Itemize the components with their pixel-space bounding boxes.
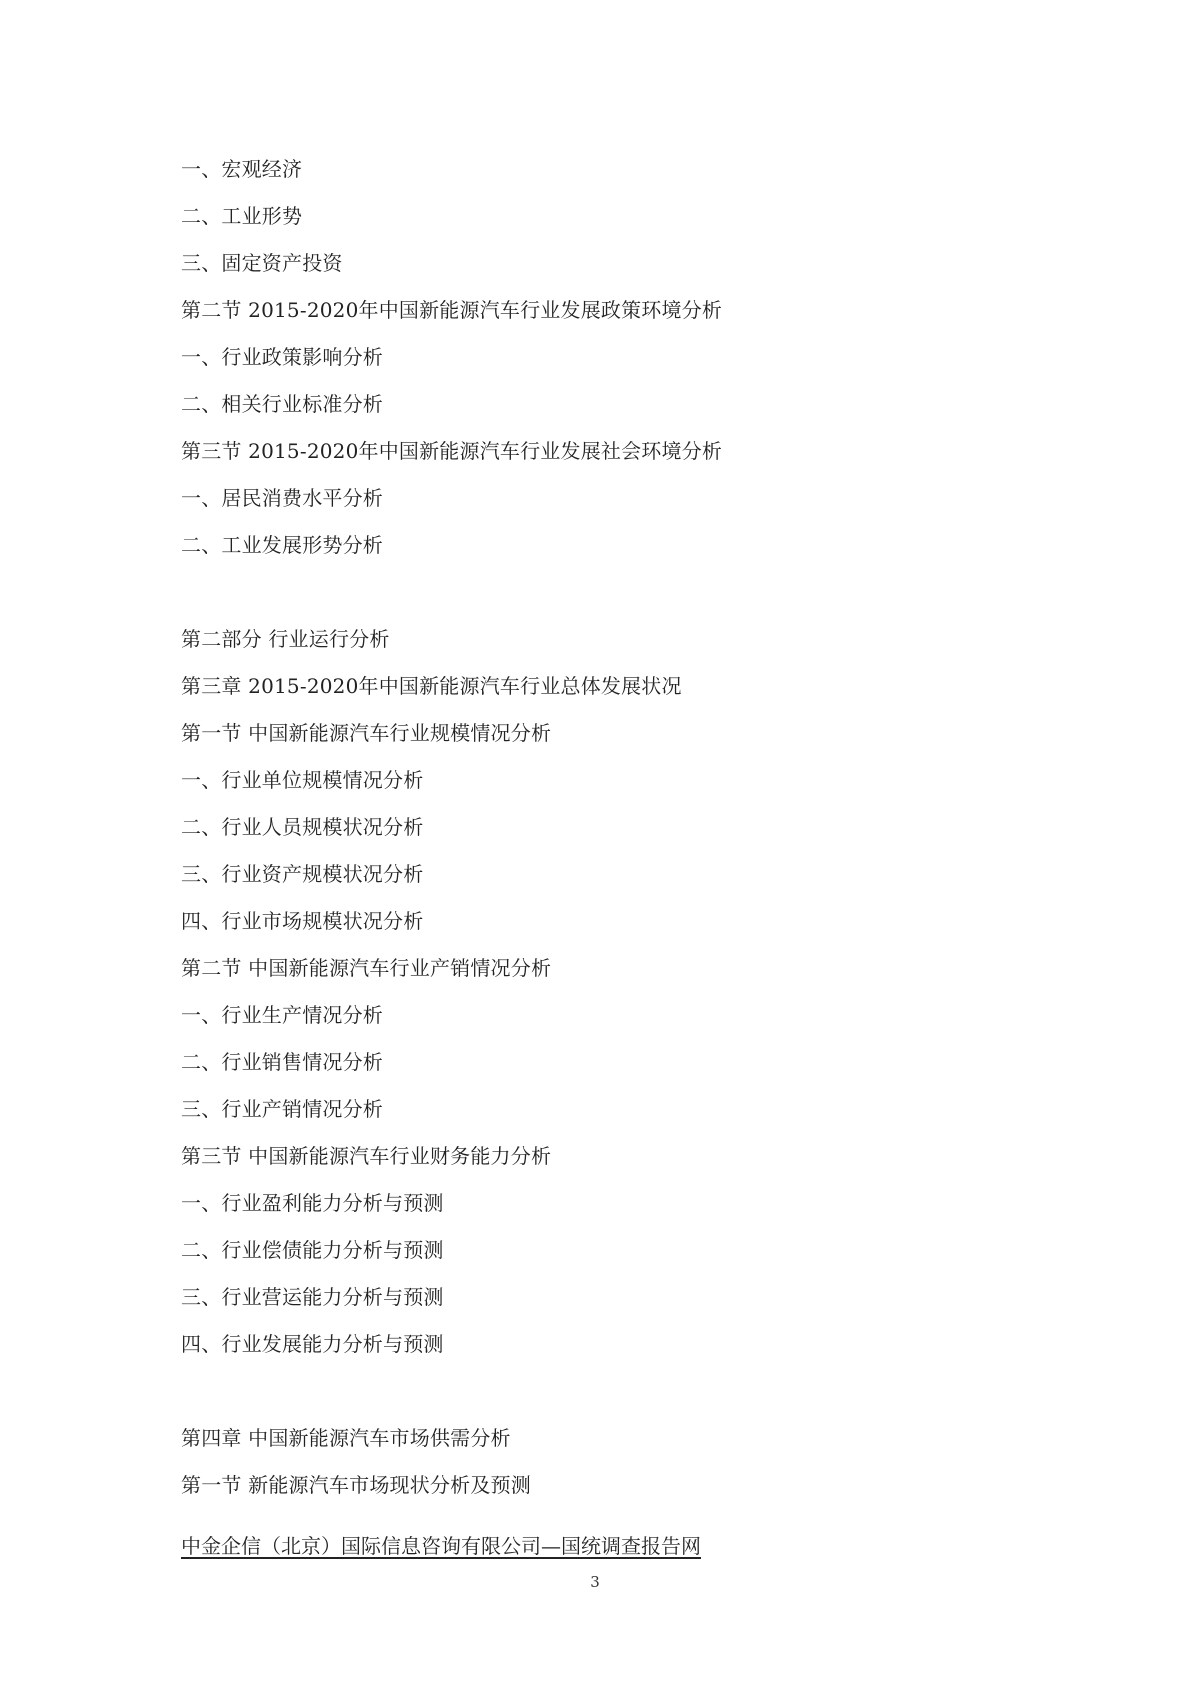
toc-item: 四、行业发展能力分析与预测	[181, 1332, 444, 1356]
toc-item: 二、工业形势	[181, 204, 303, 228]
toc-item: 三、行业资产规模状况分析	[181, 862, 424, 886]
toc-item: 三、行业产销情况分析	[181, 1097, 383, 1121]
toc-item: 第一节 新能源汽车市场现状分析及预测	[181, 1473, 531, 1497]
toc-item: 三、固定资产投资	[181, 251, 343, 275]
toc-item: 二、行业偿债能力分析与预测	[181, 1238, 444, 1262]
toc-item: 二、行业人员规模状况分析	[181, 815, 424, 839]
toc-blank-line	[181, 1373, 1081, 1420]
toc-item: 第三节 2015-2020年中国新能源汽车行业发展社会环境分析	[181, 439, 723, 463]
table-of-contents	[181, 151, 1081, 1514]
toc-item: 第三节 中国新能源汽车行业财务能力分析	[181, 1144, 552, 1168]
toc-item: 第二部分 行业运行分析	[181, 627, 390, 651]
page-number: 3	[590, 1573, 600, 1591]
toc-item: 第一节 中国新能源汽车行业规模情况分析	[181, 721, 552, 745]
toc-item: 一、居民消费水平分析	[181, 486, 383, 510]
toc-item: 第二节 2015-2020年中国新能源汽车行业发展政策环境分析	[181, 298, 723, 322]
toc-item: 第四章 中国新能源汽车市场供需分析	[181, 1426, 511, 1450]
toc-item: 一、行业盈利能力分析与预测	[181, 1191, 444, 1215]
footer-company-name: 中金企信（北京）国际信息咨询有限公司—国统调查报告网	[181, 1534, 701, 1558]
toc-item: 一、行业生产情况分析	[181, 1003, 383, 1027]
toc-item: 一、行业政策影响分析	[181, 345, 383, 369]
toc-blank-line	[181, 574, 1081, 621]
toc-item: 二、工业发展形势分析	[181, 533, 383, 557]
toc-item: 一、行业单位规模情况分析	[181, 768, 424, 792]
toc-item: 三、行业营运能力分析与预测	[181, 1285, 444, 1309]
toc-item: 第三章 2015-2020年中国新能源汽车行业总体发展状况	[181, 674, 682, 698]
toc-item: 二、相关行业标准分析	[181, 392, 383, 416]
toc-item: 二、行业销售情况分析	[181, 1050, 383, 1074]
toc-item: 第二节 中国新能源汽车行业产销情况分析	[181, 956, 552, 980]
toc-item: 四、行业市场规模状况分析	[181, 909, 424, 933]
toc-item: 一、宏观经济	[181, 157, 303, 181]
